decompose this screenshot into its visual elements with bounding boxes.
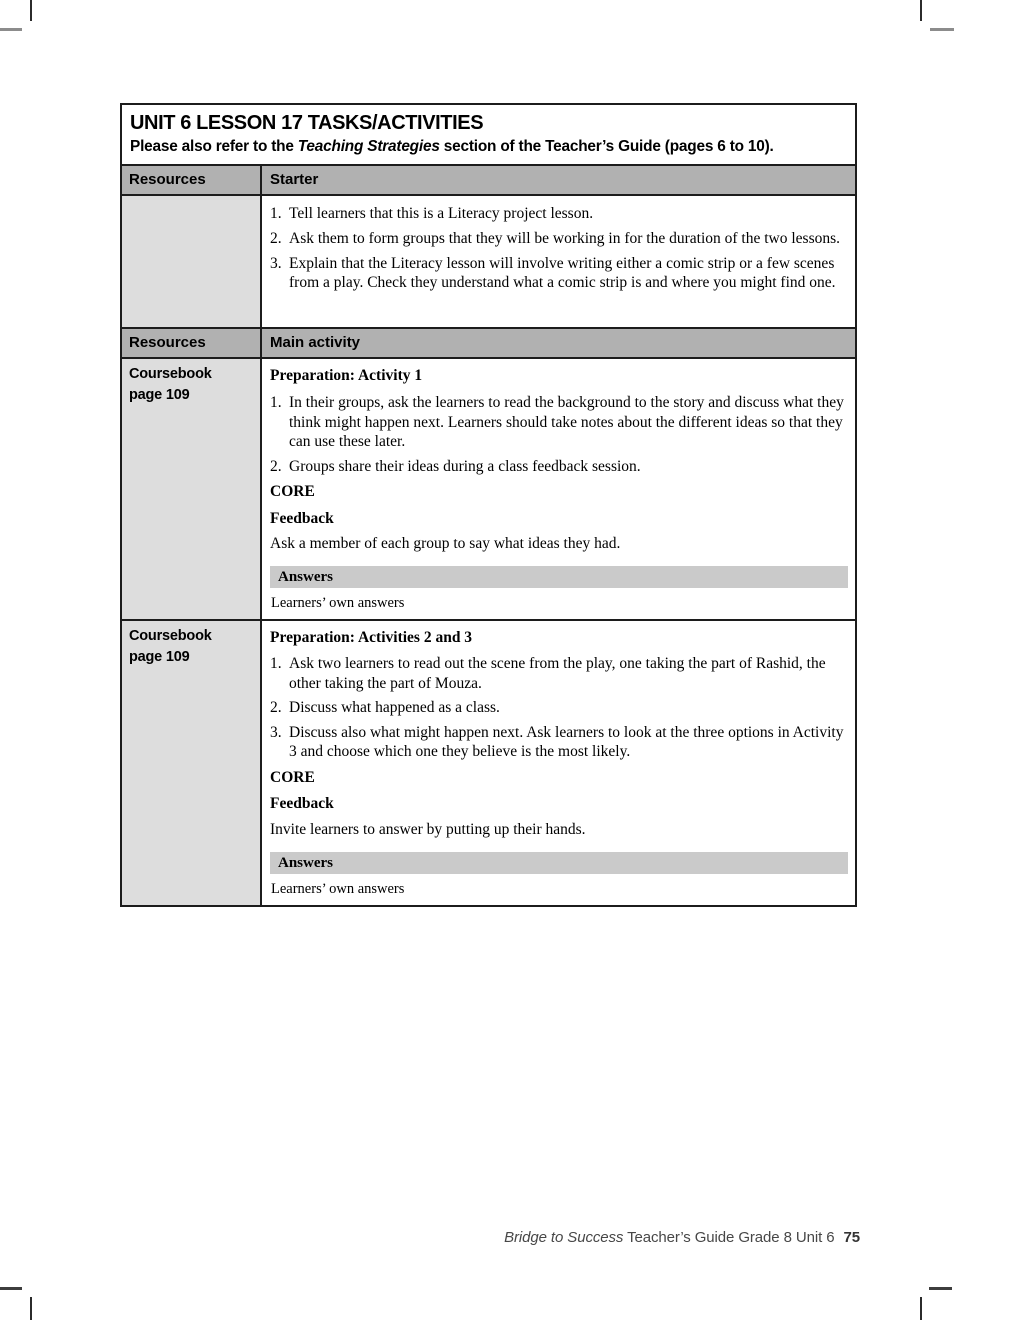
subtitle-suffix: section of the Teacher’s Guide (pages 6 to 10). [439, 138, 774, 155]
list-item [270, 229, 848, 249]
activity-heading: Preparation: Activities 2 and 3 [270, 628, 473, 646]
main-activity-row-1 [122, 357, 855, 618]
resource-line-1: Coursebook [129, 366, 212, 383]
list-item [270, 698, 848, 718]
activity-heading: Preparation: Activity 1 [270, 367, 423, 385]
activity-steps [262, 359, 855, 618]
lesson-subtitle [130, 138, 845, 156]
crop-mark-top-right-vertical [920, 0, 922, 21]
item-text: In their groups, ask the learners to read the background to the story and discuss what they think might happen next. Learners should take notes about the different ideas so that they can use these later. [289, 394, 844, 451]
footer-page-number: 75 [843, 1229, 860, 1246]
answers-bar: Answers [270, 852, 848, 874]
item-text: Explain that the Literacy lesson will involve writing either a comic strip or a few scenes from a play. Check they understand what a comic strip is and where you might find one. [289, 254, 836, 292]
item-text: Discuss also what might happen next. Ask learners to look at the three options in Activity 3 and choose which one they believe is the most likely. [289, 723, 844, 761]
column-header-resources: Resources [122, 329, 262, 357]
title-row [122, 105, 855, 166]
resource-cell [122, 359, 262, 618]
lesson-title: UNIT 6 LESSON 17 TASKS/ACTIVITIES [130, 112, 484, 134]
core-label: CORE [270, 483, 315, 501]
starter-header-row [122, 166, 855, 194]
column-header-resources: Resources [122, 166, 262, 194]
starter-resources-cell [122, 196, 262, 327]
page-footer [504, 1229, 860, 1246]
item-number: 2. [270, 699, 282, 717]
item-number: 3. [270, 254, 282, 272]
item-text: Discuss what happened as a class. [289, 699, 500, 717]
resource-line-2: page 109 [129, 387, 190, 404]
list-item [270, 654, 848, 693]
answers-bar: Answers [270, 566, 848, 588]
activity-steps [262, 621, 855, 905]
item-number: 3. [270, 723, 282, 741]
crop-mark-bottom-right-horizontal [929, 1287, 952, 1290]
feedback-label: Feedback [270, 795, 334, 813]
resource-line-2: page 109 [129, 648, 190, 665]
crop-mark-top-left-horizontal [0, 28, 22, 31]
list-item [270, 254, 848, 293]
crop-mark-top-right-horizontal [930, 28, 954, 31]
core-label: CORE [270, 768, 315, 786]
answers-text: Learners’ own answers [271, 880, 405, 897]
feedback-text: Invite learners to answer by putting up their hands. [270, 821, 586, 838]
list-item [270, 723, 848, 762]
crop-mark-top-left-vertical [30, 0, 32, 21]
item-number: 1. [270, 394, 282, 411]
list-item [270, 204, 848, 224]
item-number: 1. [270, 655, 282, 673]
subtitle-prefix: Please also refer to the [130, 138, 298, 155]
answers-text: Learners’ own answers [271, 594, 405, 611]
footer-guide-text: Teacher’s Guide Grade 8 Unit 6 [623, 1229, 835, 1246]
crop-mark-bottom-left-horizontal [0, 1287, 22, 1290]
column-header-main-activity: Main activity [262, 329, 855, 357]
starter-row [122, 194, 855, 327]
item-text: Groups share their ideas during a class feedback session. [289, 457, 641, 475]
item-number: 1. [270, 205, 282, 223]
resource-line-1: Coursebook [129, 627, 212, 644]
feedback-label: Feedback [270, 509, 334, 527]
list-item [270, 393, 848, 452]
lesson-tasks-table [120, 103, 857, 907]
item-text: Ask two learners to read out the scene from the play, one taking the part of Rashid, the other taking the part of Mouza. [289, 655, 826, 692]
item-text: Tell learners that this is a Literacy project lesson. [289, 205, 594, 223]
crop-mark-bottom-left-vertical [30, 1297, 32, 1320]
subtitle-emphasis: Teaching Strategies [297, 138, 440, 155]
crop-mark-bottom-right-vertical [920, 1297, 922, 1320]
main-activity-row-2 [122, 619, 855, 905]
column-header-starter: Starter [262, 166, 855, 194]
resource-cell [122, 621, 262, 905]
item-number: 2. [270, 230, 282, 247]
starter-steps [262, 196, 855, 327]
main-activity-header-row [122, 327, 855, 357]
footer-series-title: Bridge to Success [504, 1229, 624, 1246]
list-item [270, 457, 848, 477]
feedback-text: Ask a member of each group to say what ideas they had. [270, 535, 621, 553]
item-text: Ask them to form groups that they will be working in for the duration of the two lessons. [289, 230, 841, 247]
item-number: 2. [270, 457, 282, 475]
